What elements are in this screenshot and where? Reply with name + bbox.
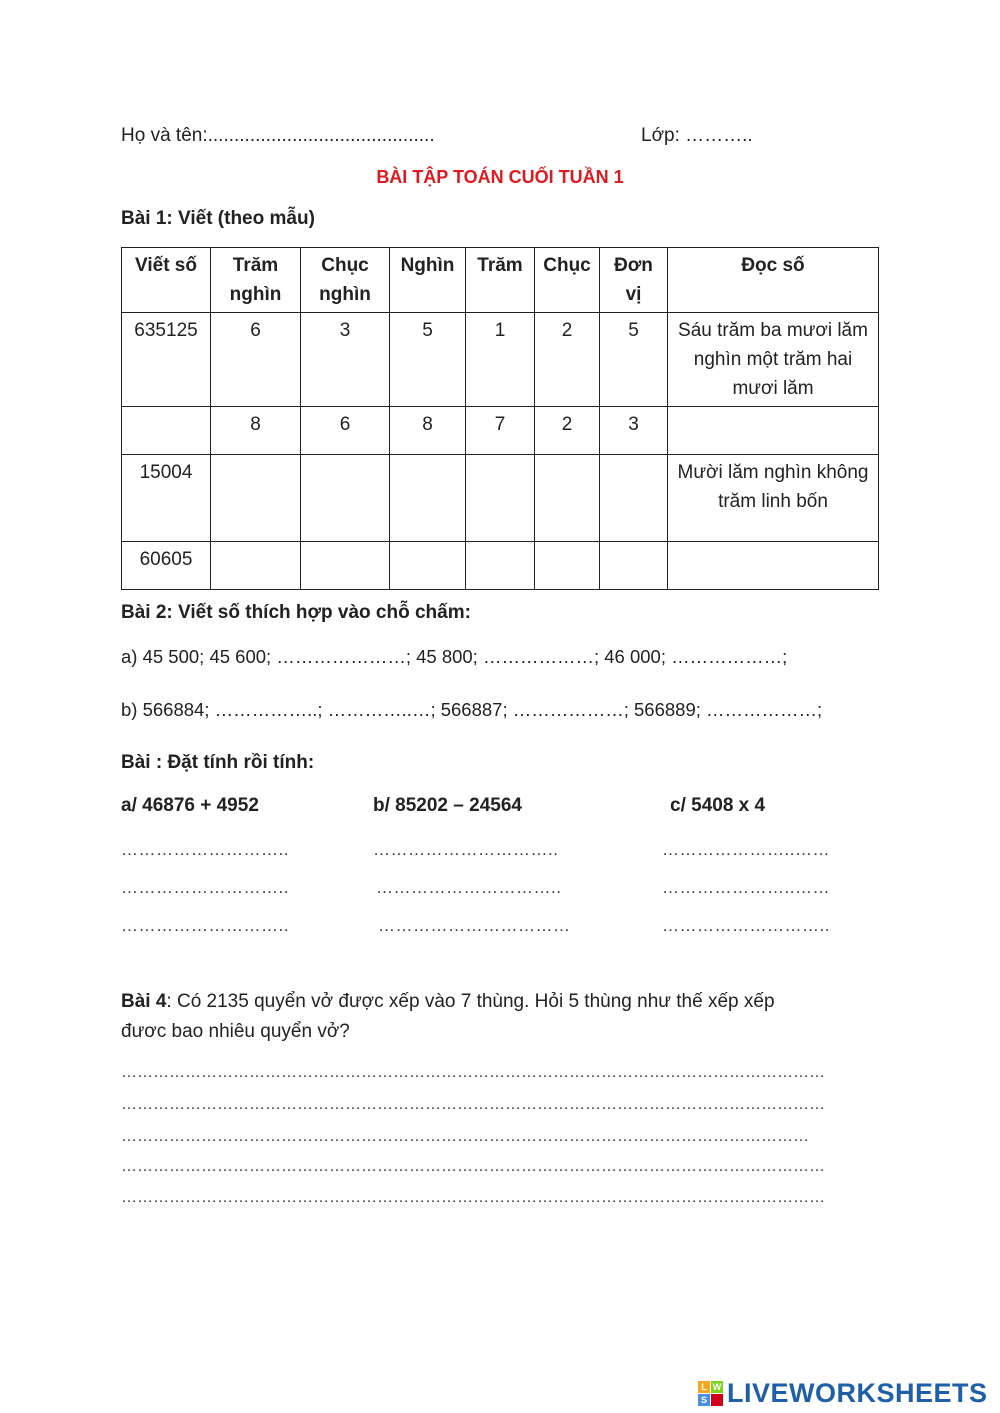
table-row[interactable] xyxy=(122,455,879,542)
answer-cell[interactable] xyxy=(535,542,600,590)
cell: 6 xyxy=(211,313,301,407)
answer-cell[interactable] xyxy=(668,407,879,455)
table-row[interactable] xyxy=(122,407,879,455)
cell: 6 xyxy=(301,407,390,455)
table-header-row xyxy=(122,248,879,313)
ex3-problem-b: b/ 85202 – 24564 xyxy=(373,795,522,816)
table-row xyxy=(122,313,879,407)
ex4-answer-line[interactable]: …………………………………………………………………………………………………………………… xyxy=(121,1064,825,1081)
place-value-table xyxy=(121,247,879,590)
cell: 1 xyxy=(466,313,535,407)
answer-cell[interactable] xyxy=(211,455,301,542)
page-title: BÀI TẬP TOÁN CUỐI TUẦN 1 xyxy=(376,167,624,187)
cell: 635125 xyxy=(122,313,211,407)
ex4-question-line2: đươc bao nhiêu quyển vở? xyxy=(121,1021,350,1042)
col-nghin: Nghìn xyxy=(390,248,466,313)
logo-mark-icon: L W S xyxy=(698,1381,723,1406)
answer-cell[interactable] xyxy=(211,542,301,590)
cell: 8 xyxy=(211,407,301,455)
answer-cell[interactable] xyxy=(301,455,390,542)
class-field: Lớp: ……….. xyxy=(641,125,753,146)
col-chuc: Chục xyxy=(535,248,600,313)
ex4-answer-line[interactable]: …………………………………………………………………………………………………………………… xyxy=(121,1096,825,1113)
cell: 5 xyxy=(390,313,466,407)
cell: Mười lăm nghìn không trăm linh bốn xyxy=(668,455,879,542)
answer-cell[interactable] xyxy=(466,542,535,590)
ex2-line-a[interactable]: a) 45 500; 45 600; …………………; 45 800; ………………; 46 000; ………………; xyxy=(121,646,788,667)
answer-cell[interactable] xyxy=(668,542,879,590)
ex3-a-line[interactable]: ……………………….. xyxy=(121,840,289,859)
ex3-c-line[interactable]: …………………..…… xyxy=(662,878,830,897)
answer-cell[interactable] xyxy=(390,455,466,542)
ex4-question xyxy=(121,991,775,1013)
col-doc-so: Đọc số xyxy=(668,248,879,313)
ex4-answer-line[interactable]: ………………………………………………………………………………………………………………… xyxy=(121,1128,809,1145)
cell: 15004 xyxy=(122,455,211,542)
answer-cell[interactable] xyxy=(535,455,600,542)
student-name-field: Họ và tên:........................................... xyxy=(121,125,435,146)
ex4-label: Bài 4 xyxy=(121,991,167,1012)
ex4-answer-line[interactable]: …………………………………………………………………………………………………………………… xyxy=(121,1158,825,1175)
col-viet-so: Viết số xyxy=(122,248,211,313)
col-chuc-nghin: Chục nghìn xyxy=(301,248,390,313)
ex2-line-b[interactable]: b) 566884; ……………..; …………..…; 566887; ………………; 566889; ………………; xyxy=(121,699,823,720)
ex3-a-line[interactable]: ……………………….. xyxy=(121,878,289,897)
ex3-problem-c: c/ 5408 x 4 xyxy=(670,795,766,816)
liveworksheets-logo xyxy=(698,1376,988,1410)
ex3-c-line[interactable]: ……………………….. xyxy=(662,916,830,935)
cell: 5 xyxy=(600,313,668,407)
ex3-problem-a: a/ 46876 + 4952 xyxy=(121,795,259,816)
cell: 3 xyxy=(301,313,390,407)
ex4-text: : Có 2135 quyển vở được xếp vào 7 thùng. Hỏi 5 thùng như thế xếp xếp xyxy=(166,991,775,1012)
ex3-a-line[interactable]: ……………………….. xyxy=(121,916,289,935)
cell: 60605 xyxy=(122,542,211,590)
ex3-b-line[interactable]: ………………………….. xyxy=(373,840,559,859)
cell: Sáu trăm ba mươi lăm nghìn một trăm hai mươi lăm xyxy=(668,313,879,407)
cell: 2 xyxy=(535,407,600,455)
ex1-heading: Bài 1: Viết (theo mẫu) xyxy=(121,208,315,229)
table-row[interactable] xyxy=(122,542,879,590)
ex2-heading: Bài 2: Viết số thích hợp vào chỗ chấm: xyxy=(121,602,471,623)
ex3-b-line[interactable]: ………………………….. xyxy=(376,878,562,897)
answer-cell[interactable] xyxy=(390,542,466,590)
answer-cell[interactable] xyxy=(600,542,668,590)
col-tram-nghin: Trăm nghìn xyxy=(211,248,301,313)
ex3-b-line[interactable]: …………………………… xyxy=(378,916,571,935)
cell: 2 xyxy=(535,313,600,407)
answer-cell[interactable] xyxy=(466,455,535,542)
col-tram: Trăm xyxy=(466,248,535,313)
ex3-heading: Bài : Đặt tính rồi tính: xyxy=(121,752,315,773)
answer-cell[interactable] xyxy=(122,407,211,455)
ex3-c-line[interactable]: …………………..…… xyxy=(662,840,830,859)
cell: 7 xyxy=(466,407,535,455)
answer-cell[interactable] xyxy=(301,542,390,590)
answer-cell[interactable] xyxy=(600,455,668,542)
col-don-vi: Đơn vị xyxy=(600,248,668,313)
cell: 3 xyxy=(600,407,668,455)
ex4-answer-line[interactable]: …………………………………………………………………………………………………………………… xyxy=(121,1189,825,1206)
logo-text: LIVEWORKSHEETS xyxy=(727,1377,988,1408)
cell: 8 xyxy=(390,407,466,455)
